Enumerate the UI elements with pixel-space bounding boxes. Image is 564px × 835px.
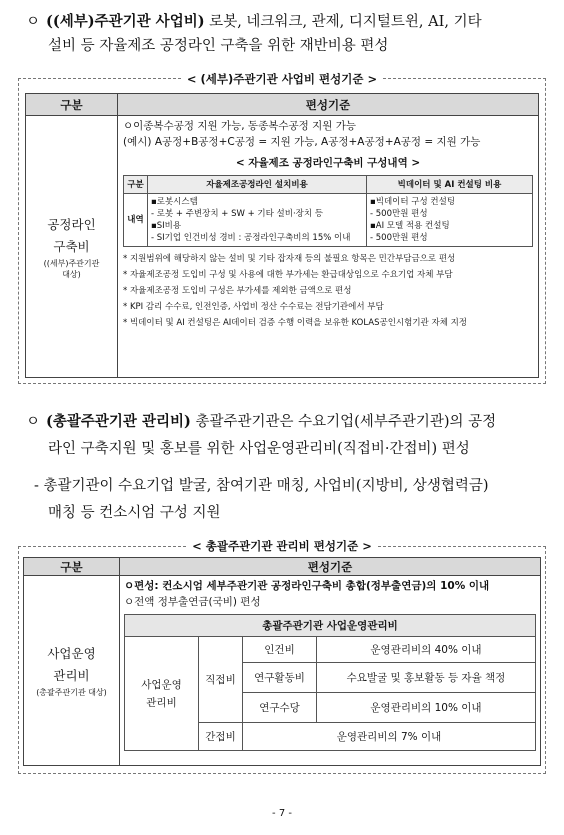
note-item: * KPI 감리 수수료, 인전인증, 사업비 정산 수수료는 전담기관에서 부담 bbox=[123, 302, 384, 312]
table2-criteria-cell bbox=[120, 576, 541, 766]
management-label-line2: 관리비 bbox=[146, 696, 177, 709]
composition-table bbox=[123, 175, 533, 247]
category-sub-line: (총괄주관기관 대상) bbox=[36, 688, 107, 697]
list-item: ▪빅데이터 구성 컨설팅 bbox=[370, 197, 456, 207]
composition-subtitle: < 자율제조 공정라인구축비 구성내역 > bbox=[235, 157, 421, 169]
note-item: * 자율제조공정 도입비 구성 및 사용에 대한 부가세는 환급대상임으로 수요기업 자체 부담 bbox=[123, 270, 453, 280]
note-item: * 자율제조공정 도입비 구성은 부가세를 제외한 금액으로 편성 bbox=[123, 286, 352, 296]
table1-frame bbox=[18, 72, 546, 384]
direct-cost-label: 직접비 bbox=[199, 637, 243, 723]
section2-dash-line2: 매칭 등 컨소시엄 구성 지원 bbox=[48, 505, 221, 521]
circle-bullet: ㅇ bbox=[26, 414, 41, 430]
section1-line2: 설비 등 자율제조 공정라인 구축을 위한 재반비용 편성 bbox=[48, 38, 389, 54]
table1-criteria-cell bbox=[118, 116, 539, 378]
category-label-line1: 사업운영 bbox=[47, 646, 96, 661]
section2-dash-line1: - 총괄기관이 수요기업 발굴, 참여기관 매칭, 사업비(지방비, 상생협력금) bbox=[34, 478, 489, 494]
inner-head-consulting: 빅데이터 및 AI 컨설팅 비용 bbox=[367, 176, 533, 194]
list-item: - 500만원 편성 bbox=[370, 209, 428, 219]
section2-paragraph bbox=[26, 408, 546, 527]
section2-heading: (총괄주관기관 관리비) bbox=[46, 413, 191, 430]
note-item: * 빅데이터 및 AI 컨설팅은 AI데이터 검증 수행 이력을 보유한 KOLAS공인시험기관 자체 지정 bbox=[123, 318, 468, 328]
category-sub-line1: ((세부)주관기관 bbox=[43, 258, 100, 268]
table1-col-category: 구분 bbox=[26, 94, 118, 116]
management-fee-table bbox=[124, 614, 536, 751]
row-desc: 수요발굴 및 홍보활동 등 자율 책정 bbox=[317, 663, 536, 693]
table2-category-cell bbox=[24, 576, 120, 766]
list-item: - 로봇 + 주변장치 + SW + 기타 설비·장치 등 bbox=[151, 209, 323, 219]
category-label-line1: 공정라인 bbox=[47, 216, 96, 232]
circle-bullet: ㅇ bbox=[26, 14, 41, 30]
row-item: 연구수당 bbox=[243, 693, 317, 723]
table2 bbox=[23, 557, 541, 766]
section1-line1: 로봇, 네크워크, 관제, 디지털트윈, AI, 기타 bbox=[204, 14, 482, 30]
management-label-line1: 사업운영 bbox=[141, 678, 182, 691]
management-fee-label bbox=[125, 637, 199, 751]
list-item: - SI기업 인건비성 경비 : 공정라인구축비의 15% 이내 bbox=[151, 233, 351, 243]
inner-install-cell bbox=[148, 194, 367, 247]
inner-row-label: 내역 bbox=[124, 194, 148, 247]
row-item: 인건비 bbox=[243, 637, 317, 663]
criteria-line2: (예시) A공정+B공정+C공정 = 지원 가능, A공정+A공정+A공정 = 지원 가능 bbox=[123, 136, 481, 148]
list-item: ▪AI 모델 적용 컨설팅 bbox=[370, 221, 450, 231]
table2-frame bbox=[18, 539, 546, 774]
category-label-line2: 관리비 bbox=[53, 668, 90, 683]
category-sub-line2: 대상) bbox=[62, 269, 81, 279]
criteria-line1: ㅇ편성: 컨소시엄 세부주관기관 공정라인구축비 총합(정부출연금)의 10% 이내 bbox=[124, 580, 490, 592]
indirect-cost-desc: 운영관리비의 7% 이내 bbox=[243, 723, 536, 751]
list-item: ▪로봇시스템 bbox=[151, 197, 198, 207]
note-item: * 지원범위에 해당하지 않는 설비 및 기타 잡자재 등의 불필요 항목은 민간부담금으로 편성 bbox=[123, 254, 456, 264]
criteria-line2: ㅇ전액 정부출연금(국비) 편성 bbox=[124, 596, 261, 608]
inner-head-category: 구분 bbox=[124, 176, 148, 194]
row-desc: 운영관리비의 10% 이내 bbox=[317, 693, 536, 723]
table1-category-cell bbox=[26, 116, 118, 378]
inner-head-install: 자율제조공정라인 설치비용 bbox=[148, 176, 367, 194]
indirect-cost-label: 간접비 bbox=[199, 723, 243, 751]
table2-col-category: 구분 bbox=[24, 558, 120, 576]
table2-col-criteria: 편성기준 bbox=[120, 558, 541, 576]
criteria-line1: ㅇ이종복수공정 지원 가능, 동종복수공정 지원 가능 bbox=[123, 120, 357, 132]
page-number: - 7 - bbox=[272, 808, 292, 819]
list-item: - 500만원 편성 bbox=[370, 233, 428, 243]
row-desc: 운영관리비의 40% 이내 bbox=[317, 637, 536, 663]
section1-heading: ((세부)주관기관 사업비) bbox=[46, 13, 205, 30]
table1-title: < (세부)주관기관 사업비 편성기준 > bbox=[181, 72, 383, 86]
section2-line2: 라인 구축지원 및 홍보를 위한 사업운영관리비(직접비·간접비) 편성 bbox=[48, 441, 470, 457]
list-item: ▪SI비용 bbox=[151, 221, 182, 231]
management-fee-title: 총괄주관기관 사업운영관리비 bbox=[125, 615, 536, 637]
table1 bbox=[25, 93, 539, 378]
notes-list bbox=[123, 251, 533, 331]
section1-paragraph bbox=[26, 10, 546, 58]
row-item: 연구활동비 bbox=[243, 663, 317, 693]
table1-col-criteria: 편성기준 bbox=[118, 94, 539, 116]
inner-consulting-cell bbox=[367, 194, 533, 247]
table2-title: < 총괄주관기관 관리비 편성기준 > bbox=[186, 539, 378, 553]
section2-line1: 총괄주관기관은 수요기업(세부주관기관)의 공정 bbox=[190, 414, 497, 430]
category-label-line2: 구축비 bbox=[53, 238, 90, 254]
